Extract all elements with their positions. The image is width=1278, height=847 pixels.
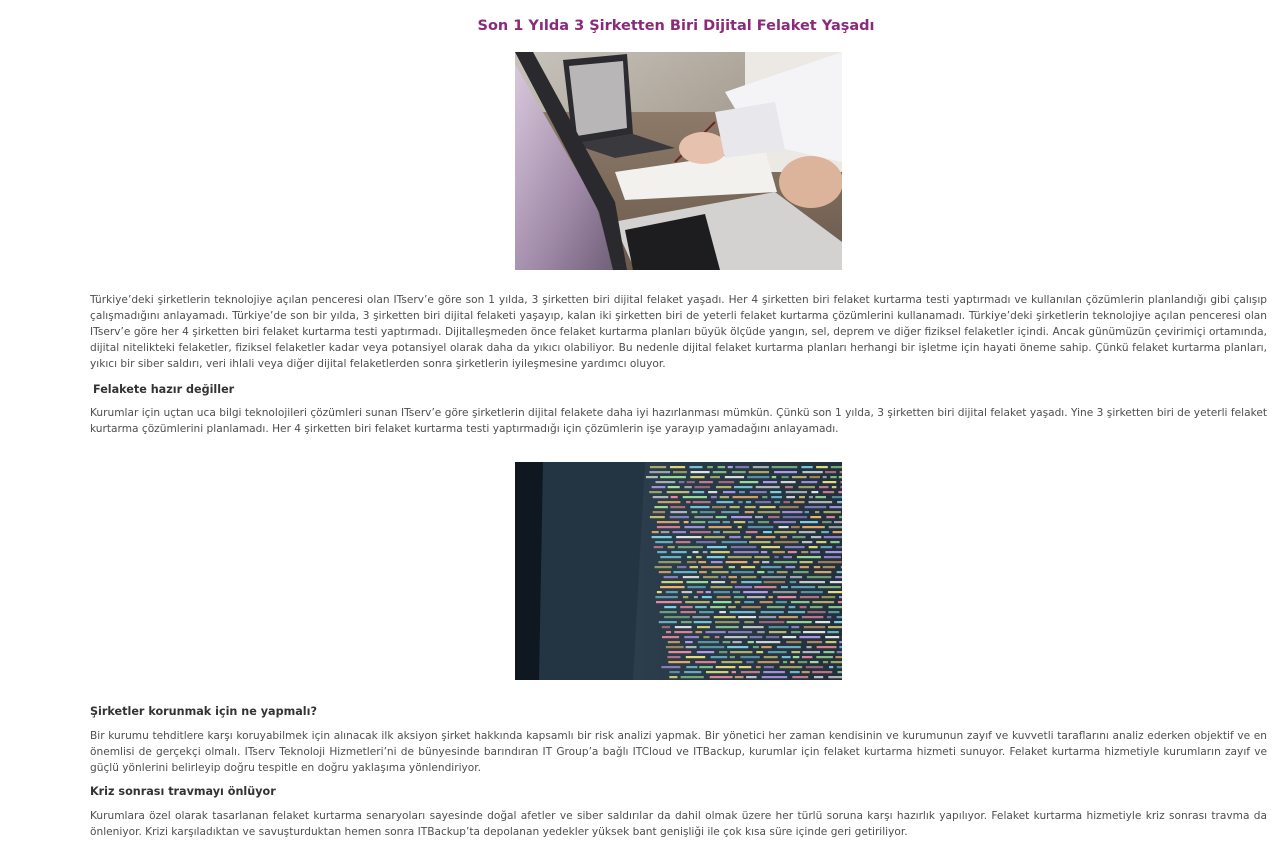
laptop-meeting-photo: [515, 52, 842, 270]
section-paragraph-crisis: Kurumlara özel olarak tasarlanan felaket kurtarma senaryoları sayesinde doğal afetler ve siber saldırılar da dahil olmak üzere her türlü soruna karşı hazırlık yapılıyor. Felaket kurtarma hizmetiyle kriz sonrası travma da önleniyor. Krizi karşıladıktan ve savuşturduktan hemen sonra ITBackup’ta depolanan yedekler yüksek bant genişliği ile çok kısa süre içinde geri getiriliyor.: [90, 810, 1267, 838]
article-title: Son 1 Yılda 3 Şirketten Biri Dijital Felaket Yaşadı: [477, 17, 875, 34]
section-heading-not-ready: Felakete hazır değiller: [93, 383, 235, 396]
intro-paragraph: Türkiye’deki şirketlerin teknolojiye açılan penceresi olan ITserv’e göre son 1 yılda, 3 şirketten biri dijital felaket yaşadı. Her 4 şirketten biri felaket kurtarma testi yaptırmadı ve kullanılan çözümlerin planlandığı gibi çalışıp çalışmadığını anlayamadı. Türkiye’de son bir yılda, 3 şirketten biri dijital felaketi yaşayıp, kalan iki şirketten biri de yeterli felaket kurtarma çözümlerini kullanamadı. Türkiye’deki şirketlerin teknolojiye açılan penceresi olan ITserv’e göre her 4 şirketten biri felaket kurtarma testi yaptırmadı. Dijitalleşmeden önce felaket kurtarma planları büyük ölçüde yangın, sel, deprem ve diğer fiziksel felaketler içindi. Ancak günümüzün çevirimiçi ortamında, dijital nitelikteki felaketler, fiziksel felaketler kadar veya potansiyel olarak daha da yıkıcı olabiliyor. Bu nedenle dijital felaket kurtarma planları herhangi bir işletme için hayati öneme sahip. Çünkü felaket kurtarma planları, yıkıcı bir siber saldırı, veri ihlali veya diğer dijital felaketlerden sonra şirketlerin iyileşmesine yardımcı oluyor.: [90, 294, 1267, 370]
section-heading-crisis: Kriz sonrası travmayı önlüyor: [90, 785, 276, 798]
section-heading-protection: Şirketler korunmak için ne yapmalı?: [90, 705, 317, 718]
code-screen-photo: [515, 462, 842, 680]
section-paragraph-not-ready: Kurumlar için uçtan uca bilgi teknolojileri çözümleri sunan ITserv’e göre şirketlerin dijital felakete daha iyi hazırlanması mümkün. Çünkü son 1 yılda, 3 şirketten biri dijital felaket yaşadı. Yine 3 şirketten biri de yeterli felaket kurtarma çözümlerini planlamadı. Her 4 şirketten biri felaket kurtarma testi yaptırmadığı için çözümlerin işe yarayıp yamadağını anlayamadı.: [90, 407, 1267, 435]
section-paragraph-protection: Bir kurumu tehditlere karşı koruyabilmek için alınacak ilk aksiyon şirket hakkında kapsamlı bir risk analizi yapmak. Bir yönetici her zaman kendisinin ve kurumunun zayıf ve kuvvetli taraflarını analiz ederken objektif ve en önemlisi de gerçekçi olmalı. ITserv Teknoloji Hizmetleri’ni de bünyesinde barındıran IT Group’a bağlı ITCloud ve ITBackup, kurumlar için felaket kurtarma hizmeti sunuyor. Felaket kurtarma hizmetiyle kurumların zayıf ve güçlü yönlerini belirleyip doğru tespitle en doğru yaklaşıma yönlendiriyor.: [90, 730, 1267, 774]
